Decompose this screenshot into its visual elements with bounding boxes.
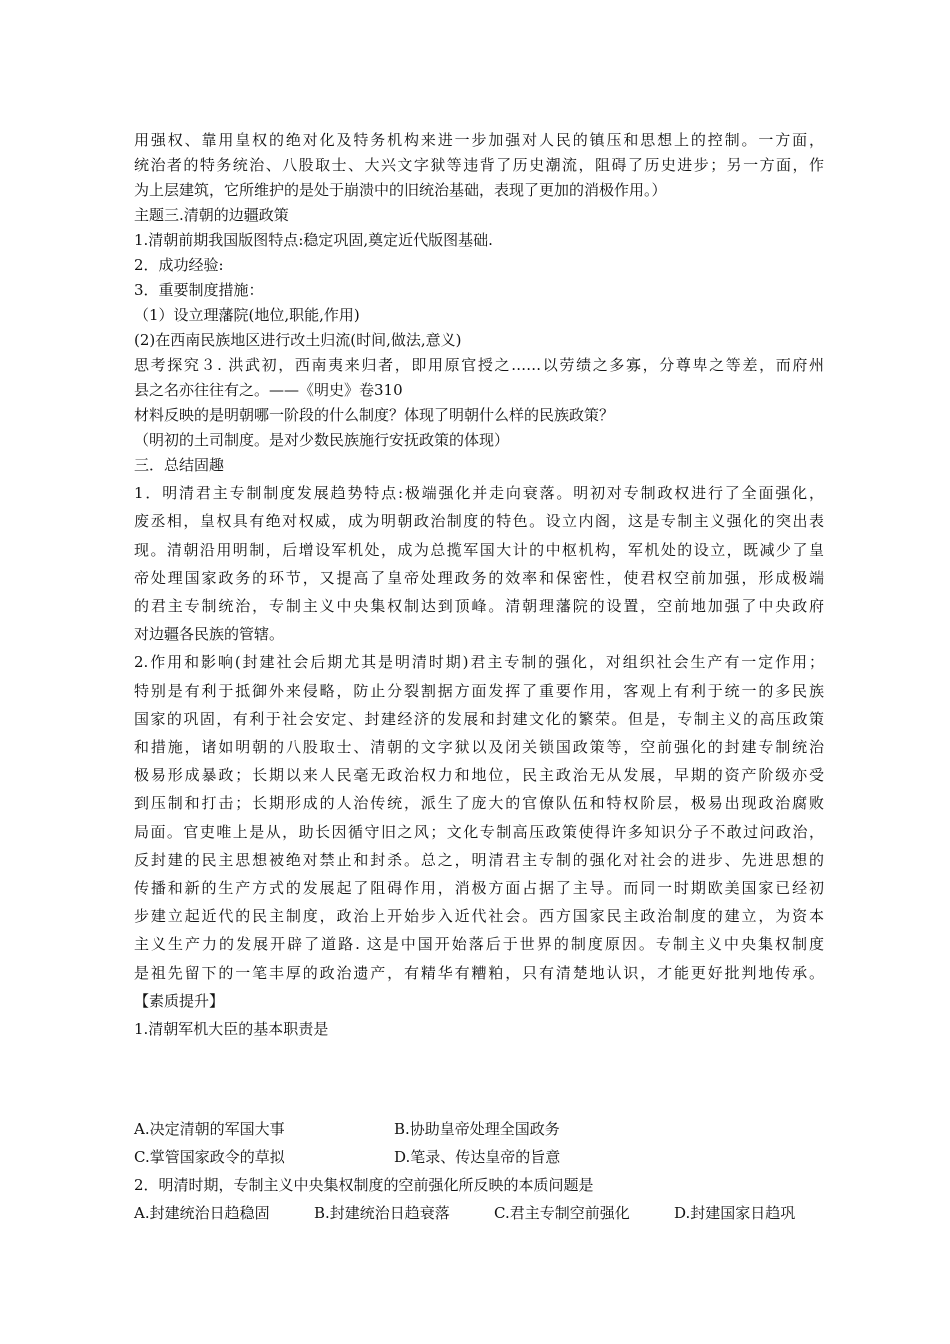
text-line: 对边疆各民族的管辖。 xyxy=(134,625,285,644)
q2-stem: 2．明清时期，专制主义中央集权制度的空前强化所反映的本质问题是 xyxy=(134,1176,594,1194)
text-line: 1.清朝前期我国版图特点:稳定巩固,奠定近代版图基础. xyxy=(134,231,493,249)
q1-option-a: A.决定清朝的军国大事 xyxy=(134,1120,285,1138)
q2-option-c: C.君主专制空前强化 xyxy=(494,1204,630,1222)
q1-option-c: C.掌管国家政令的草拟 xyxy=(134,1148,285,1166)
section-heading: 【素质提升】 xyxy=(134,991,225,1010)
text-line: 用强权、靠用皇权的绝对化及特务机构来进一步加强对人民的镇压和思想上的控制。一方面， xyxy=(134,131,824,149)
text-line: 和措施，诸如明朝的八股取士、清朝的文字狱以及闭关锁国政策等，空前强化的封建专制统治 xyxy=(134,738,824,756)
text-line: 统治者的特务统治、八股取士、大兴文字狱等违背了历史潮流，阻碍了历史进步；另一方面，作 xyxy=(134,156,824,174)
text-line: 2．成功经验: xyxy=(134,256,224,274)
text-line: 传播和新的生产方式的发展起了阻碍作用，消极方面占据了主导。而同一时期欧美国家已经初 xyxy=(134,879,824,897)
text-line: 县之名亦往往有之。——《明史》卷310 xyxy=(134,381,403,399)
text-line: 主义生产力的发展开辟了道路. 这是中国开始落后于世界的制度原因。专制主义中央集权制度 xyxy=(134,935,824,954)
q2-option-d: D.封建国家日趋巩 xyxy=(674,1204,796,1222)
text-line: 到压制和打击；长期形成的人治传统，派生了庞大的官僚队伍和特权阶层，极易出现政治腐败 xyxy=(134,794,824,813)
q1-option-b: B.协助皇帝处理全国政务 xyxy=(394,1120,560,1138)
section-heading: 三．总结固趣 xyxy=(134,456,225,474)
text-line: （1）设立理藩院(地位,职能,作用) xyxy=(134,306,360,324)
text-line: 废丞相，皇权具有绝对权威，成为明朝政治制度的特色。设立内阁，这是专制主义强化的突出表 xyxy=(134,512,824,531)
text-line: 局面。官吏唯上是从，助长因循守旧之风；文化专制高压政策使得许多知识分子不敢过问政治， xyxy=(134,822,824,841)
text-line: 为上层建筑，它所维护的是处于崩溃中的旧统治基础，表现了更加的消极作用。） xyxy=(134,181,667,199)
text-line: 步建立起近代的民主制度，政治上开始步入近代社会。西方国家民主政治制度的建立，为资本 xyxy=(134,907,824,926)
q2-option-a: A.封建统治日趋稳固 xyxy=(134,1204,270,1222)
text-line: 是祖先留下的一笔丰厚的政治遗产，有精华有糟粕，只有清楚地认识，才能更好批判地传承。 xyxy=(134,963,824,982)
text-line: 反封建的民主思想被绝对禁止和封杀。总之，明清君主专制的强化对社会的进步、先进思想的 xyxy=(134,850,824,869)
text-line: (2)在西南民族地区进行改土归流(时间,做法,意义) xyxy=(134,331,462,349)
text-line: （明初的土司制度。是对少数民族施行安抚政策的体现） xyxy=(134,431,510,449)
section-heading: 主题三.清朝的边疆政策 xyxy=(134,206,289,224)
text-line: 材料反映的是明朝哪一阶段的什么制度？体现了明朝什么样的民族政策？ xyxy=(134,406,615,424)
q1-option-d: D.笔录、传达皇帝的旨意 xyxy=(394,1148,561,1166)
text-line: 现。清朝沿用明制，后增设军机处，成为总揽军国大计的中枢机构，军机处的设立，既减少了皇 xyxy=(134,540,824,559)
q2-option-b: B.封建统治日趋衰落 xyxy=(314,1204,450,1222)
text-line: 特别是有利于抵御外来侵略，防止分裂割据方面发挥了重要作用，客观上有利于统一的多民族 xyxy=(134,681,824,700)
text-line: 的君主专制统治，专制主义中央集权制达到顶峰。清朝理藩院的设置，空前地加强了中央政府 xyxy=(134,597,824,615)
text-line: 国家的巩固，有利于社会安定、封建经济的发展和封建文化的繁荣。但是，专制主义的高压政策 xyxy=(134,709,824,728)
text-line: 3．重要制度措施： xyxy=(134,281,264,299)
text-line: 帝处理国家政务的环节，又提高了皇帝处理政务的效率和保密性，使君权空前加强，形成极端 xyxy=(134,568,824,587)
text-line: 1.清朝军机大臣的基本职责是 xyxy=(134,1020,329,1038)
text-line: 极易形成暴政；长期以来人民毫无政治权力和地位，民主政治无从发展，早期的资产阶级亦受 xyxy=(134,766,824,785)
text-line: 思考探究３. 洪武初，西南夷来归者，即用原官授之……以劳绩之多寡，分尊卑之等差，而府州 xyxy=(134,356,824,374)
text-line: 1．明清君主专制制度发展趋势特点:极端强化并走向衰落。明初对专制政权进行了全面强化， xyxy=(134,484,824,503)
text-line: 2.作用和影响(封建社会后期尤其是明清时期)君主专制的强化，对组织社会生产有一定作用； xyxy=(134,653,824,672)
